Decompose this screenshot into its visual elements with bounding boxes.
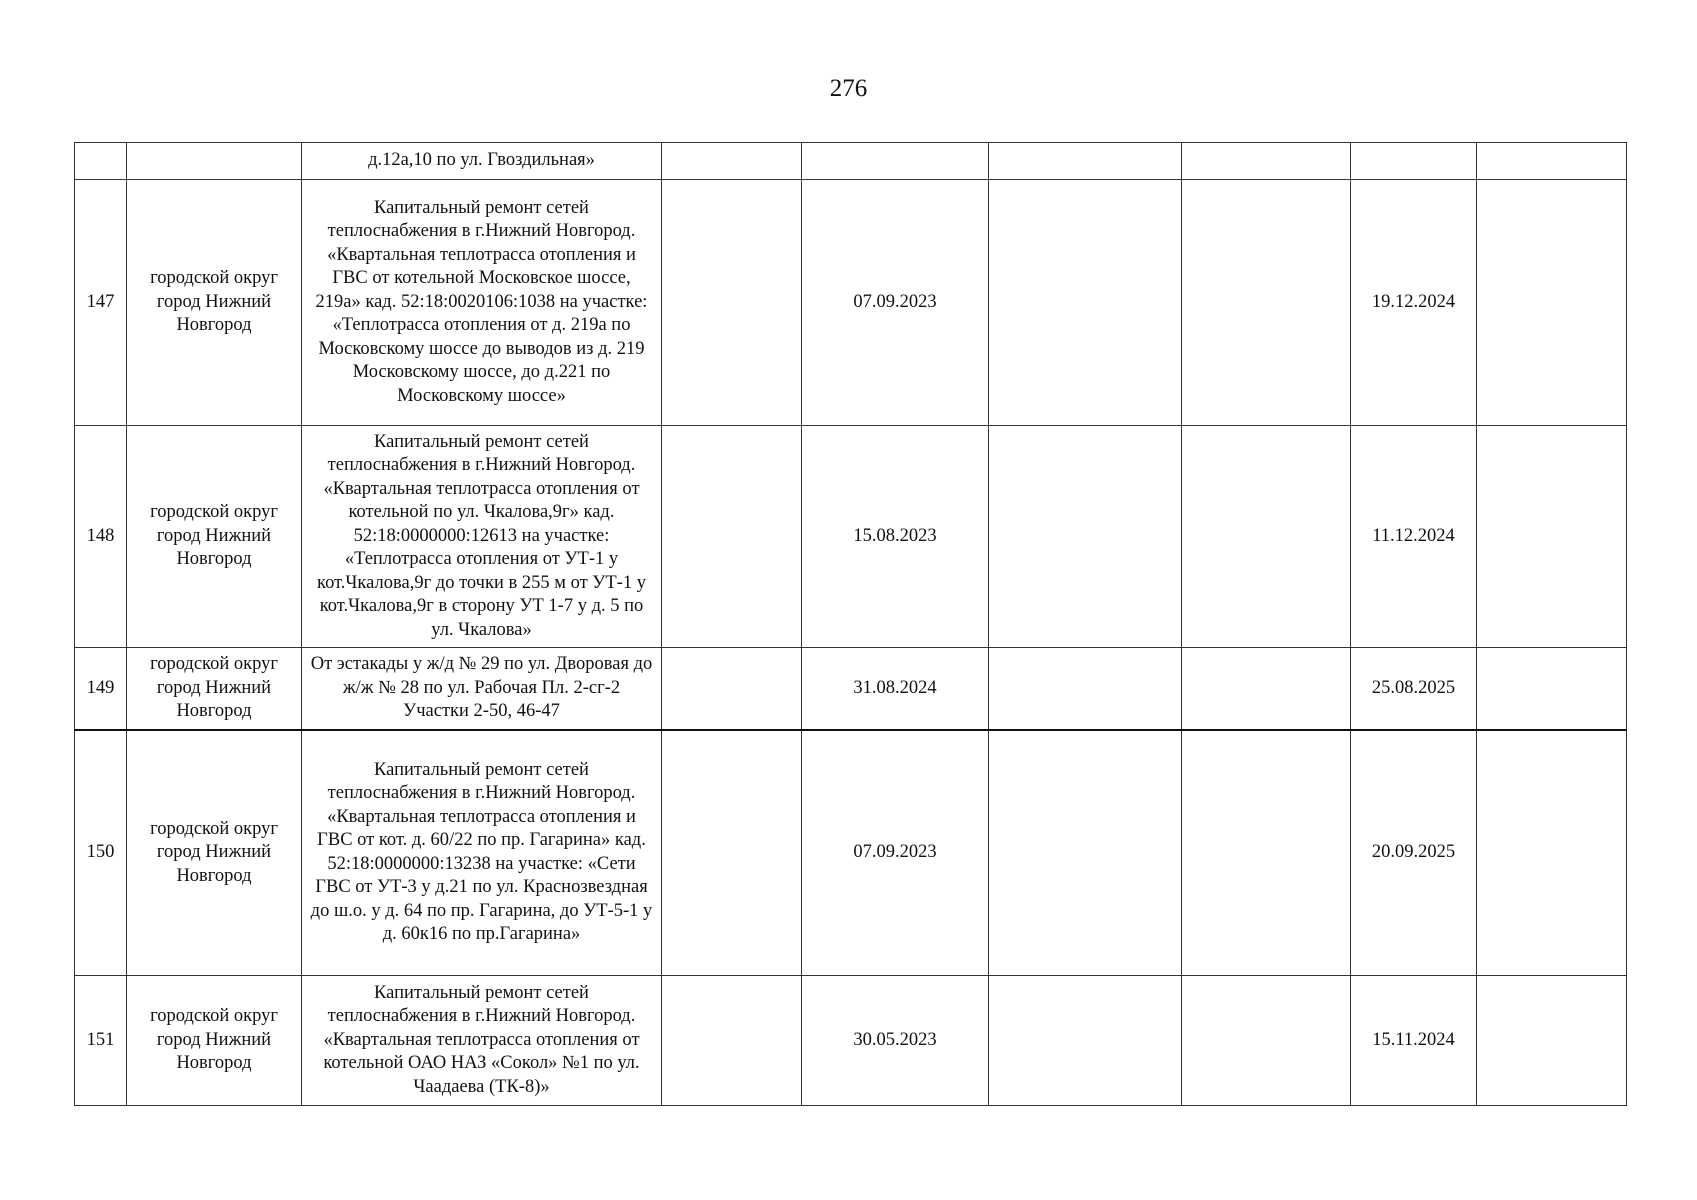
row-number-cell: 149 bbox=[75, 648, 127, 730]
table-row bbox=[75, 648, 1627, 730]
table-row bbox=[75, 976, 1627, 1106]
table-row bbox=[75, 143, 1627, 180]
description-cell: д.12а,10 по ул. Гвоздильная» bbox=[302, 143, 662, 180]
empty-cell bbox=[989, 648, 1182, 730]
area-cell bbox=[127, 143, 302, 180]
empty-cell bbox=[662, 143, 802, 180]
empty-cell bbox=[1477, 730, 1627, 976]
empty-cell bbox=[1182, 143, 1351, 180]
empty-cell bbox=[662, 180, 802, 426]
empty-cell bbox=[989, 426, 1182, 648]
empty-cell bbox=[1182, 976, 1351, 1106]
empty-cell bbox=[989, 730, 1182, 976]
start-date-cell: 31.08.2024 bbox=[802, 648, 989, 730]
description-cell: Капитальный ремонт сетей теплоснабжения в г.Нижний Новгород. «Квартальная теплотрасса отопления от котельной ОАО НАЗ «Сокол» №1 по ул. Чаадаева (ТК-8)» bbox=[302, 976, 662, 1106]
description-cell: Капитальный ремонт сетей теплоснабжения в г.Нижний Новгород. «Квартальная теплотрасса отопления и ГВС от котельной Московское шоссе, 219а» кад. 52:18:0020106:1038 на участке: «Теплотрасса отопления от д. 219а по Московскому шоссе до выводов из д. 219 Московскому шоссе, до д.221 по Московскому шоссе» bbox=[302, 180, 662, 426]
description-cell: От эстакады у ж/д № 29 по ул. Дворовая до ж/ж № 28 по ул. Рабочая Пл. 2-сг-2 Участки 2-50, 46-47 bbox=[302, 648, 662, 730]
start-date-cell: 30.05.2023 bbox=[802, 976, 989, 1106]
start-date-cell: 07.09.2023 bbox=[802, 180, 989, 426]
row-number-cell: 148 bbox=[75, 426, 127, 648]
area-cell: городской округ город Нижний Новгород bbox=[127, 648, 302, 730]
empty-cell bbox=[1182, 648, 1351, 730]
area-cell: городской округ город Нижний Новгород bbox=[127, 976, 302, 1106]
start-date-cell: 15.08.2023 bbox=[802, 426, 989, 648]
end-date-cell: 19.12.2024 bbox=[1351, 180, 1477, 426]
table-row bbox=[75, 730, 1627, 976]
end-date-cell: 20.09.2025 bbox=[1351, 730, 1477, 976]
empty-cell bbox=[1182, 730, 1351, 976]
end-date-cell bbox=[1351, 143, 1477, 180]
page-number: 276 bbox=[829, 75, 868, 102]
empty-cell bbox=[989, 976, 1182, 1106]
end-date-cell: 11.12.2024 bbox=[1351, 426, 1477, 648]
area-cell: городской округ город Нижний Новгород bbox=[127, 426, 302, 648]
empty-cell bbox=[1477, 143, 1627, 180]
area-cell: городской округ город Нижний Новгород bbox=[127, 180, 302, 426]
row-number-cell: 147 bbox=[75, 180, 127, 426]
start-date-cell: 07.09.2023 bbox=[802, 730, 989, 976]
area-cell: городской округ город Нижний Новгород bbox=[127, 730, 302, 976]
empty-cell bbox=[1477, 648, 1627, 730]
row-number-cell: 151 bbox=[75, 976, 127, 1106]
end-date-cell: 15.11.2024 bbox=[1351, 976, 1477, 1106]
empty-cell bbox=[662, 426, 802, 648]
empty-cell bbox=[989, 143, 1182, 180]
empty-cell bbox=[1477, 426, 1627, 648]
empty-cell bbox=[1477, 976, 1627, 1106]
empty-cell bbox=[989, 180, 1182, 426]
description-cell: Капитальный ремонт сетей теплоснабжения в г.Нижний Новгород. «Квартальная теплотрасса отопления и ГВС от кот. д. 60/22 по пр. Гагарина» кад. 52:18:0000000:13238 на участке: «Сети ГВС от УТ-3 у д.21 по ул. Краснозвездная до ш.о. у д. 64 по пр. Гагарина, до УТ-5-1 у д. 60к16 по пр.Гагарина» bbox=[302, 730, 662, 976]
end-date-cell: 25.08.2025 bbox=[1351, 648, 1477, 730]
table-row bbox=[75, 180, 1627, 426]
empty-cell bbox=[662, 730, 802, 976]
start-date-cell bbox=[802, 143, 989, 180]
empty-cell bbox=[1182, 180, 1351, 426]
row-number-cell bbox=[75, 143, 127, 180]
empty-cell bbox=[662, 648, 802, 730]
empty-cell bbox=[1182, 426, 1351, 648]
table-row bbox=[75, 426, 1627, 648]
data-table bbox=[74, 142, 1627, 1106]
empty-cell bbox=[662, 976, 802, 1106]
empty-cell bbox=[1477, 180, 1627, 426]
row-number-cell: 150 bbox=[75, 730, 127, 976]
description-cell: Капитальный ремонт сетей теплоснабжения в г.Нижний Новгород. «Квартальная теплотрасса отопления от котельной по ул. Чкалова,9г» кад. 52:18:0000000:12613 на участке: «Теплотрасса отопления от УТ-1 у кот.Чкалова,9г до точки в 255 м от УТ-1 у кот.Чкалова,9г в сторону УТ 1-7 у д. 5 по ул. Чкалова» bbox=[302, 426, 662, 648]
